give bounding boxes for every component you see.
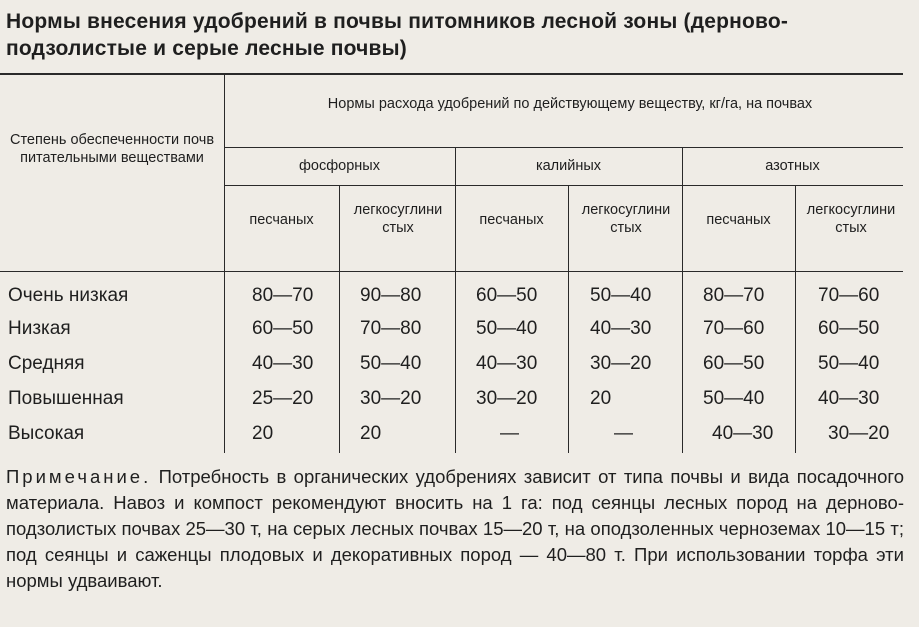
- footnote: [6, 464, 904, 594]
- table-cell: 70—60: [818, 285, 880, 306]
- table-cell: 60—50: [252, 318, 314, 339]
- table-cell: 30—20: [360, 388, 422, 409]
- table-cell: 40—30: [252, 353, 314, 374]
- table-cell: 70—80: [360, 318, 422, 339]
- table-cell: 50—40: [360, 353, 422, 374]
- table-cell: 20: [252, 423, 274, 444]
- table-top-rule: [0, 73, 903, 75]
- table-cell: 60—50: [703, 353, 765, 374]
- subheader-loam: легкосуглинистых: [806, 202, 896, 236]
- group-header-phosphorus: фосфорных: [299, 158, 380, 174]
- table-cell: 20: [360, 423, 382, 444]
- table-cell: 80—70: [703, 285, 765, 306]
- table-cell: 30—20: [590, 353, 652, 374]
- table-cell: 60—50: [818, 318, 880, 339]
- table-cell: 30—20: [828, 423, 890, 444]
- table-cell: 70—60: [703, 318, 765, 339]
- table-cell: 80—70: [252, 285, 314, 306]
- table-cell: 40—30: [476, 353, 538, 374]
- group-header-nitrogen: азотных: [765, 158, 820, 174]
- group-divider: [455, 147, 456, 453]
- subheader-loam: легкосуглинистых: [353, 202, 443, 236]
- subheader-sandy: песчаных: [249, 212, 314, 228]
- subheader-sandy: песчаных: [706, 212, 771, 228]
- header-bottom-rule: [0, 271, 903, 272]
- table-cell: 40—30: [590, 318, 652, 339]
- row-label: Очень низкая: [8, 285, 129, 306]
- subheader-loam: легкосуглинистых: [581, 202, 671, 236]
- table-cell: —: [500, 423, 519, 444]
- col-divider: [795, 185, 796, 453]
- table-cell: 25—20: [252, 388, 314, 409]
- row-label: Высокая: [8, 423, 85, 444]
- top-header: Нормы расхода удобрений по действующему веществу, кг/га, на почвах: [327, 96, 813, 112]
- col-divider: [339, 185, 340, 453]
- stub-header: Степень обеспеченности почв питательными веществами: [9, 132, 215, 166]
- footnote-heading: Примечание.: [6, 466, 152, 487]
- table-cell: 50—40: [703, 388, 765, 409]
- table-cell: 50—40: [590, 285, 652, 306]
- header-rule: [224, 147, 903, 148]
- row-label: Низкая: [8, 318, 71, 339]
- table-cell: 30—20: [476, 388, 538, 409]
- table-cell: 50—40: [818, 353, 880, 374]
- row-label: Повышенная: [8, 388, 124, 409]
- group-divider: [682, 147, 683, 453]
- table-cell: 40—30: [712, 423, 774, 444]
- table-cell: 50—40: [476, 318, 538, 339]
- header-rule: [224, 185, 903, 186]
- page-title: Нормы внесения удобрений в почвы питомников лесной зоны (дерново-подзолистые и серые лесные почвы): [6, 10, 789, 60]
- table-cell: 60—50: [476, 285, 538, 306]
- table-cell: 40—30: [818, 388, 880, 409]
- group-header-potassium: калийных: [535, 158, 602, 174]
- stub-divider: [224, 73, 225, 453]
- footnote-text: Потребность в органических удобрениях зависит от типа почвы и вида посадочного материала. Навоз и компост рекомендуют вносить на 1 га: под сеянцы лесных пород на дерново-подзолистых почвах 25—30 т, на серых лесных почвах 15—20 т, на оподзоленных черноземах 10—15 т; под сеянцы и саженцы плодовых и декоративных пород — 40—80 т. При использовании торфа эти нормы удваивают.: [6, 466, 904, 591]
- col-divider: [568, 185, 569, 453]
- table-cell: 90—80: [360, 285, 422, 306]
- subheader-sandy: песчаных: [479, 212, 544, 228]
- table-cell: 20: [590, 388, 612, 409]
- row-label: Средняя: [8, 353, 85, 374]
- table-cell: —: [614, 423, 633, 444]
